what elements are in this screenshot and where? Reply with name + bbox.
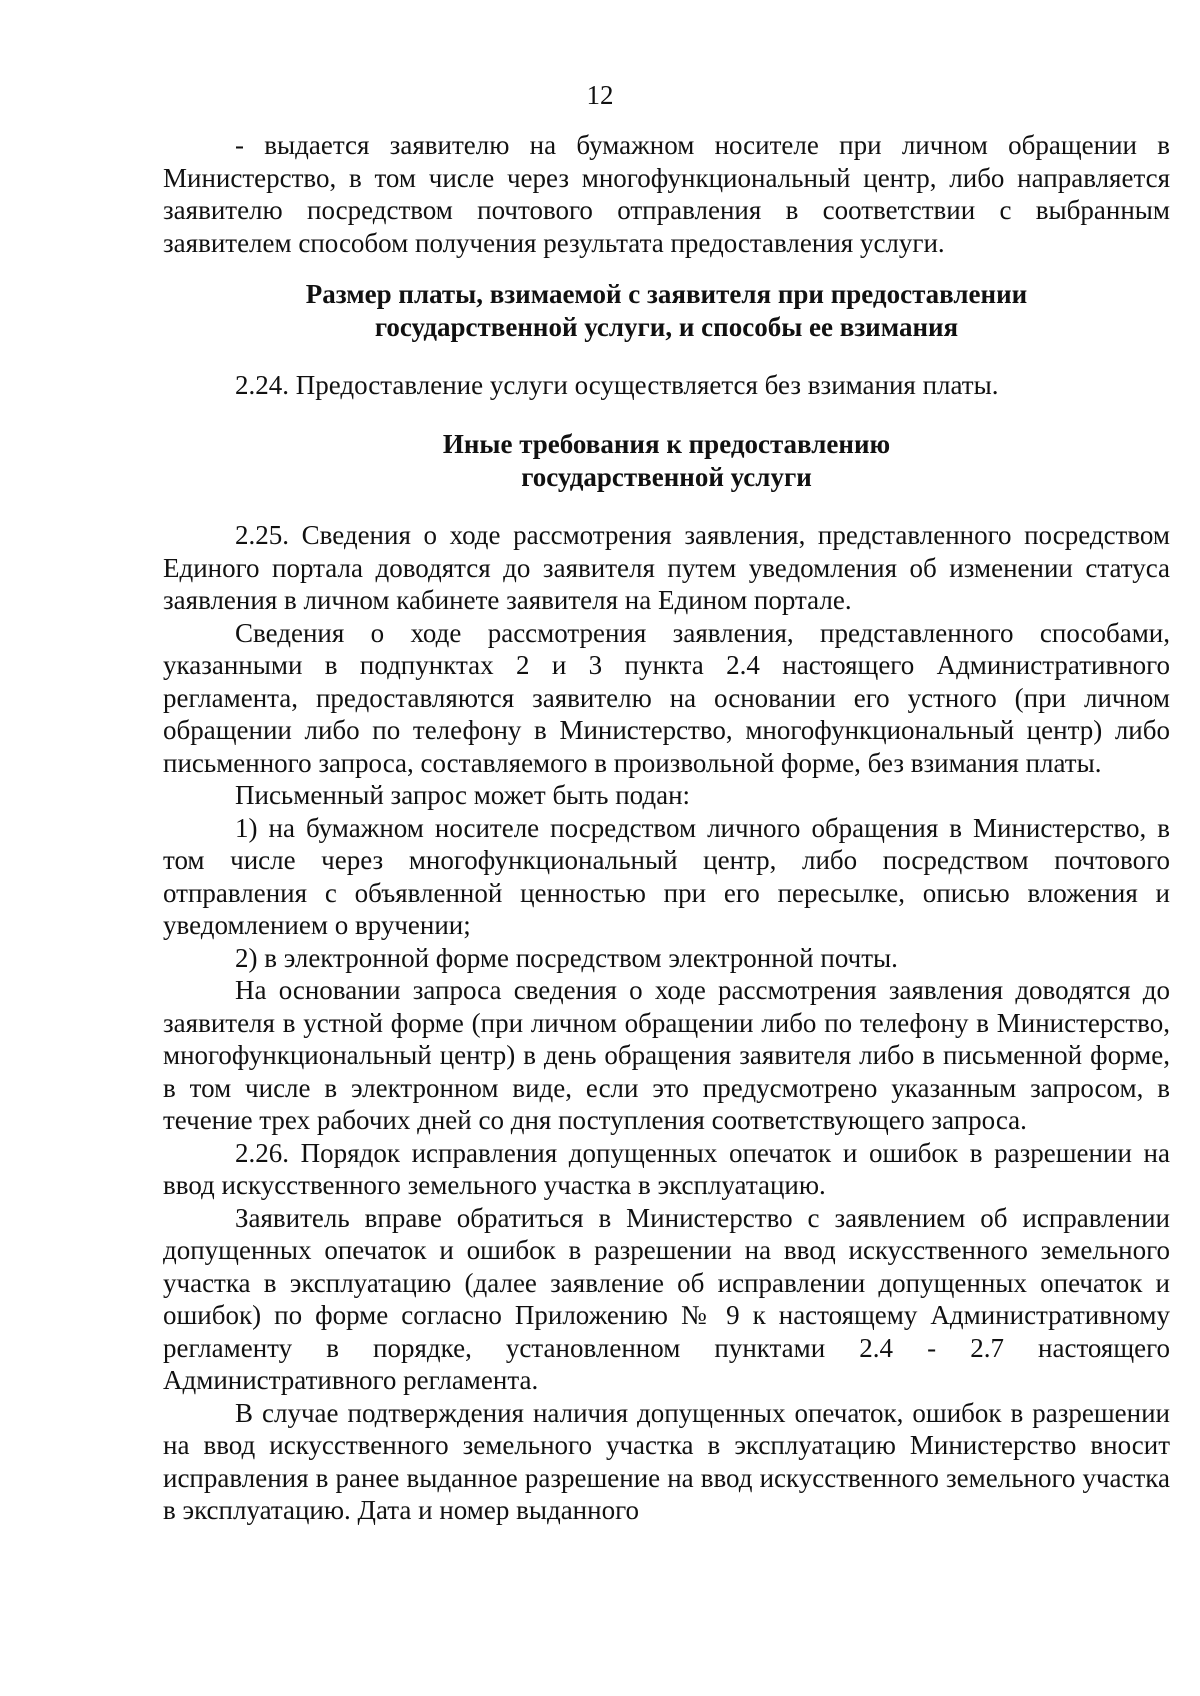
section2-heading-line1: Иные требования к предоставлению (442, 429, 891, 459)
intro-block (163, 129, 1170, 259)
section2-body (163, 519, 1170, 1527)
paragraph-2-26: 2.26. Порядок исправления допущенных опечаток и ошибок в разрешении на ввод искусственного земельного участка в эксплуатацию. (163, 1137, 1170, 1200)
section1-heading-line2: государственной услуги, и способы ее взимания (374, 311, 959, 342)
paragraph-2-24: 2.24. Предоставление услуги осуществляется без взимания платы. (235, 370, 999, 400)
section1-heading-block (163, 278, 1170, 343)
section2-heading-block (163, 428, 1170, 493)
section2-heading-line2: государственной услуги (521, 461, 812, 492)
list-item-paper: 1) на бумажном носителе посредством личного обращения в Министерство, в том числе через многофункциональный центр, либо посредством почтового отправления с объявленной ценностью при его пересылке, описью вложения и уведомлением о вручении; (163, 812, 1170, 940)
paragraph-request-response: На основании запроса сведения о ходе рассмотрения заявления доводятся до заявителя в устной форме (при личном обращении либо по телефону в Министерство, многофункциональный центр) в день обращения заявителя либо в письменной форме, в том числе в электронном виде, если это предусмотрено указанным запросом, в течение трех рабочих дней со дня поступления соответствующего запроса. (163, 975, 1170, 1135)
list-item-electronic: 2) в электронной форме посредством электронной почты. (235, 942, 898, 973)
paragraph-correction-request: Заявитель вправе обратиться в Министерство с заявлением об исправлении допущенных опечаток и ошибок в разрешении на ввод искусственного земельного участка в эксплуатацию (далее заявление об исправлении допущенных опечаток и ошибок) по форме согласно Приложению № 9 к настоящему Административному регламенту в порядке, установленном пунктами 2.4 - 2.7 настоящего Административного регламента. (163, 1202, 1170, 1395)
paragraph-correction-confirmed: В случае подтверждения наличия допущенных опечаток, ошибок в разрешении на ввод искусственного земельного участка в эксплуатацию Министерство вносит исправления в ранее выданное разрешение на ввод искусственного земельного участка в эксплуатацию. Дата и номер выданного (163, 1397, 1170, 1525)
page-number: 12 (586, 80, 614, 110)
paragraph-status-info: Сведения о ходе рассмотрения заявления, представленного способами, указанными в подпунктах 2 и 3 пункта 2.4 настоящего Административного регламента, предоставляются заявителю на основании его устного (при личном обращении либо по телефону в Министерство, многофункциональный центр) либо письменного запроса, составляемого в произвольной форме, без взимания платы. (163, 617, 1170, 778)
intro-paragraph: - выдается заявителю на бумажном носителе при личном обращении в Министерство, в том числе через многофункциональный центр, либо направляется заявителю посредством почтового отправления в соответствии с выбранным заявителем способом получения результата предоставления услуги. (163, 130, 1170, 258)
section1-heading-line1: Размер платы, взимаемой с заявителя при предоставлении (305, 279, 1028, 309)
section1-body (163, 369, 1170, 402)
paragraph-written-request: Письменный запрос может быть подан: (235, 780, 691, 810)
paragraph-2-25: 2.25. Сведения о ходе рассмотрения заявления, представленного посредством Единого портала доводятся до заявителя путем уведомления об изменении статуса заявления в личном кабинете заявителя на Едином портале. (163, 520, 1170, 615)
